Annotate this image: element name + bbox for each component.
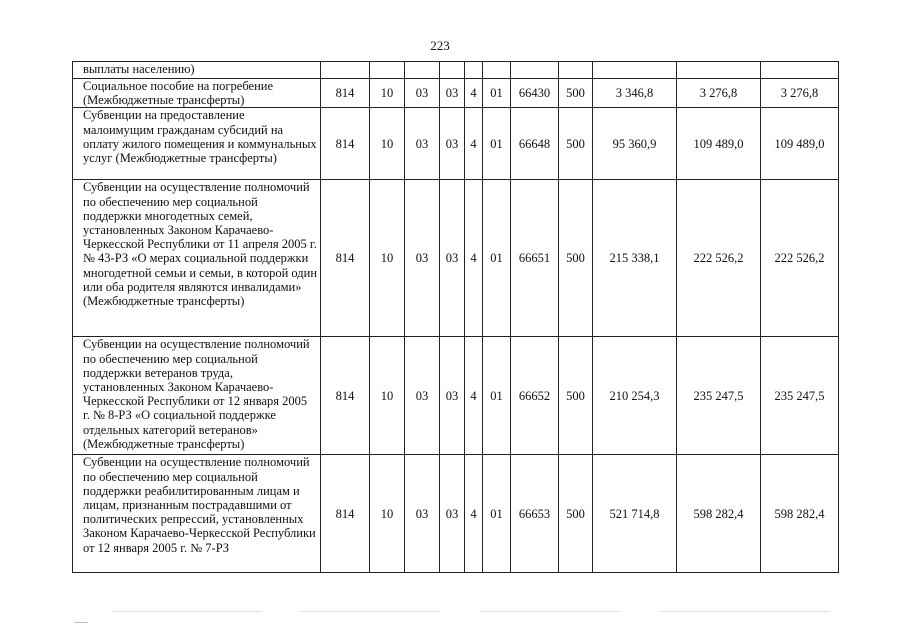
row-value: 10: [370, 337, 405, 455]
table-body: [73, 62, 839, 573]
row-value: 66653: [511, 455, 559, 573]
row-value: 814: [321, 180, 370, 337]
row-value: 814: [321, 108, 370, 180]
row-description: выплаты населению): [73, 62, 321, 79]
row-value: 235 247,5: [761, 337, 839, 455]
row-value: 500: [559, 337, 593, 455]
page-number: 223: [430, 38, 450, 53]
row-value: 598 282,4: [761, 455, 839, 573]
row-value: [677, 62, 761, 79]
row-value: 210 254,3: [593, 337, 677, 455]
row-value: [440, 62, 465, 79]
row-value: 03: [440, 337, 465, 455]
row-value: [761, 62, 839, 79]
scan-artifact: [74, 622, 88, 623]
row-value: 66651: [511, 180, 559, 337]
row-value: [405, 62, 440, 79]
row-value: 4: [465, 79, 483, 108]
row-description: Субвенции на осуществление полномочий по обеспечению мер социальной поддержки многодетных семей, установленных Законом Карачаево-Черкесской Республики от 11 апреля 2005 г. № 43-РЗ «О мерах социальной поддержки многодетной семьи и семьи, в которой один или оба родителя являются инвалидами» (Межбюджетные трансферты): [73, 180, 321, 337]
table-row: [73, 455, 839, 573]
table-row: [73, 180, 839, 337]
row-value: 4: [465, 455, 483, 573]
row-value: 222 526,2: [761, 180, 839, 337]
row-value: 03: [440, 180, 465, 337]
row-description: Социальное пособие на погребение (Межбюджетные трансферты): [73, 79, 321, 108]
row-value: [465, 62, 483, 79]
row-value: [511, 62, 559, 79]
row-value: 500: [559, 455, 593, 573]
row-value: 4: [465, 108, 483, 180]
row-value: 814: [321, 79, 370, 108]
row-value: 01: [483, 79, 511, 108]
table-row: [73, 62, 839, 79]
row-value: [593, 62, 677, 79]
row-value: 03: [405, 337, 440, 455]
row-value: 10: [370, 108, 405, 180]
row-value: 3 276,8: [761, 79, 839, 108]
row-value: 3 276,8: [677, 79, 761, 108]
row-value: [370, 62, 405, 79]
scan-artifact: [300, 611, 440, 612]
row-description: Субвенции на осуществление полномочий по обеспечению мер социальной поддержки реабилитированным лицам и лицам, признанным пострадавшими от политических репрессий, установленных Законом Карачаево-Черкесской Республики от 12 января 2005 г. № 7-РЗ: [73, 455, 321, 573]
row-value: 109 489,0: [677, 108, 761, 180]
row-value: 01: [483, 455, 511, 573]
row-value: 10: [370, 455, 405, 573]
row-value: 01: [483, 180, 511, 337]
table-row: [73, 79, 839, 108]
row-value: 10: [370, 180, 405, 337]
row-description: Субвенции на предоставление малоимущим гражданам субсидий на оплату жилого помещения и коммунальных услуг (Межбюджетные трансферты): [73, 108, 321, 180]
row-value: 66652: [511, 337, 559, 455]
scan-artifact: [480, 611, 620, 612]
row-value: 235 247,5: [677, 337, 761, 455]
table-row: [73, 337, 839, 455]
row-value: 3 346,8: [593, 79, 677, 108]
table-row: [73, 108, 839, 180]
row-value: 66648: [511, 108, 559, 180]
row-value: 95 360,9: [593, 108, 677, 180]
row-value: 03: [440, 108, 465, 180]
row-value: 01: [483, 337, 511, 455]
row-value: 4: [465, 180, 483, 337]
row-value: 598 282,4: [677, 455, 761, 573]
row-value: 66430: [511, 79, 559, 108]
budget-table: [72, 61, 839, 573]
row-value: 10: [370, 79, 405, 108]
row-value: [321, 62, 370, 79]
row-value: 03: [405, 108, 440, 180]
row-value: 01: [483, 108, 511, 180]
row-value: 215 338,1: [593, 180, 677, 337]
row-value: 500: [559, 180, 593, 337]
row-value: 500: [559, 79, 593, 108]
row-description: Субвенции на осуществление полномочий по обеспечению мер социальной поддержки ветеранов труда, установленных Законом Карачаево-Черкесской Республики от 12 января 2005 г. № 8-РЗ «О социальной поддержке отдельных категорий ветеранов» (Межбюджетные трансферты): [73, 337, 321, 455]
row-value: 4: [465, 337, 483, 455]
scan-artifact: [112, 611, 262, 612]
row-value: 521 714,8: [593, 455, 677, 573]
row-value: 814: [321, 455, 370, 573]
row-value: 500: [559, 108, 593, 180]
row-value: 222 526,2: [677, 180, 761, 337]
row-value: [559, 62, 593, 79]
row-value: 03: [405, 79, 440, 108]
row-value: 814: [321, 337, 370, 455]
row-value: 03: [440, 79, 465, 108]
scan-artifact: [660, 611, 830, 612]
row-value: 03: [405, 180, 440, 337]
row-value: 109 489,0: [761, 108, 839, 180]
row-value: [483, 62, 511, 79]
row-value: 03: [405, 455, 440, 573]
row-value: 03: [440, 455, 465, 573]
